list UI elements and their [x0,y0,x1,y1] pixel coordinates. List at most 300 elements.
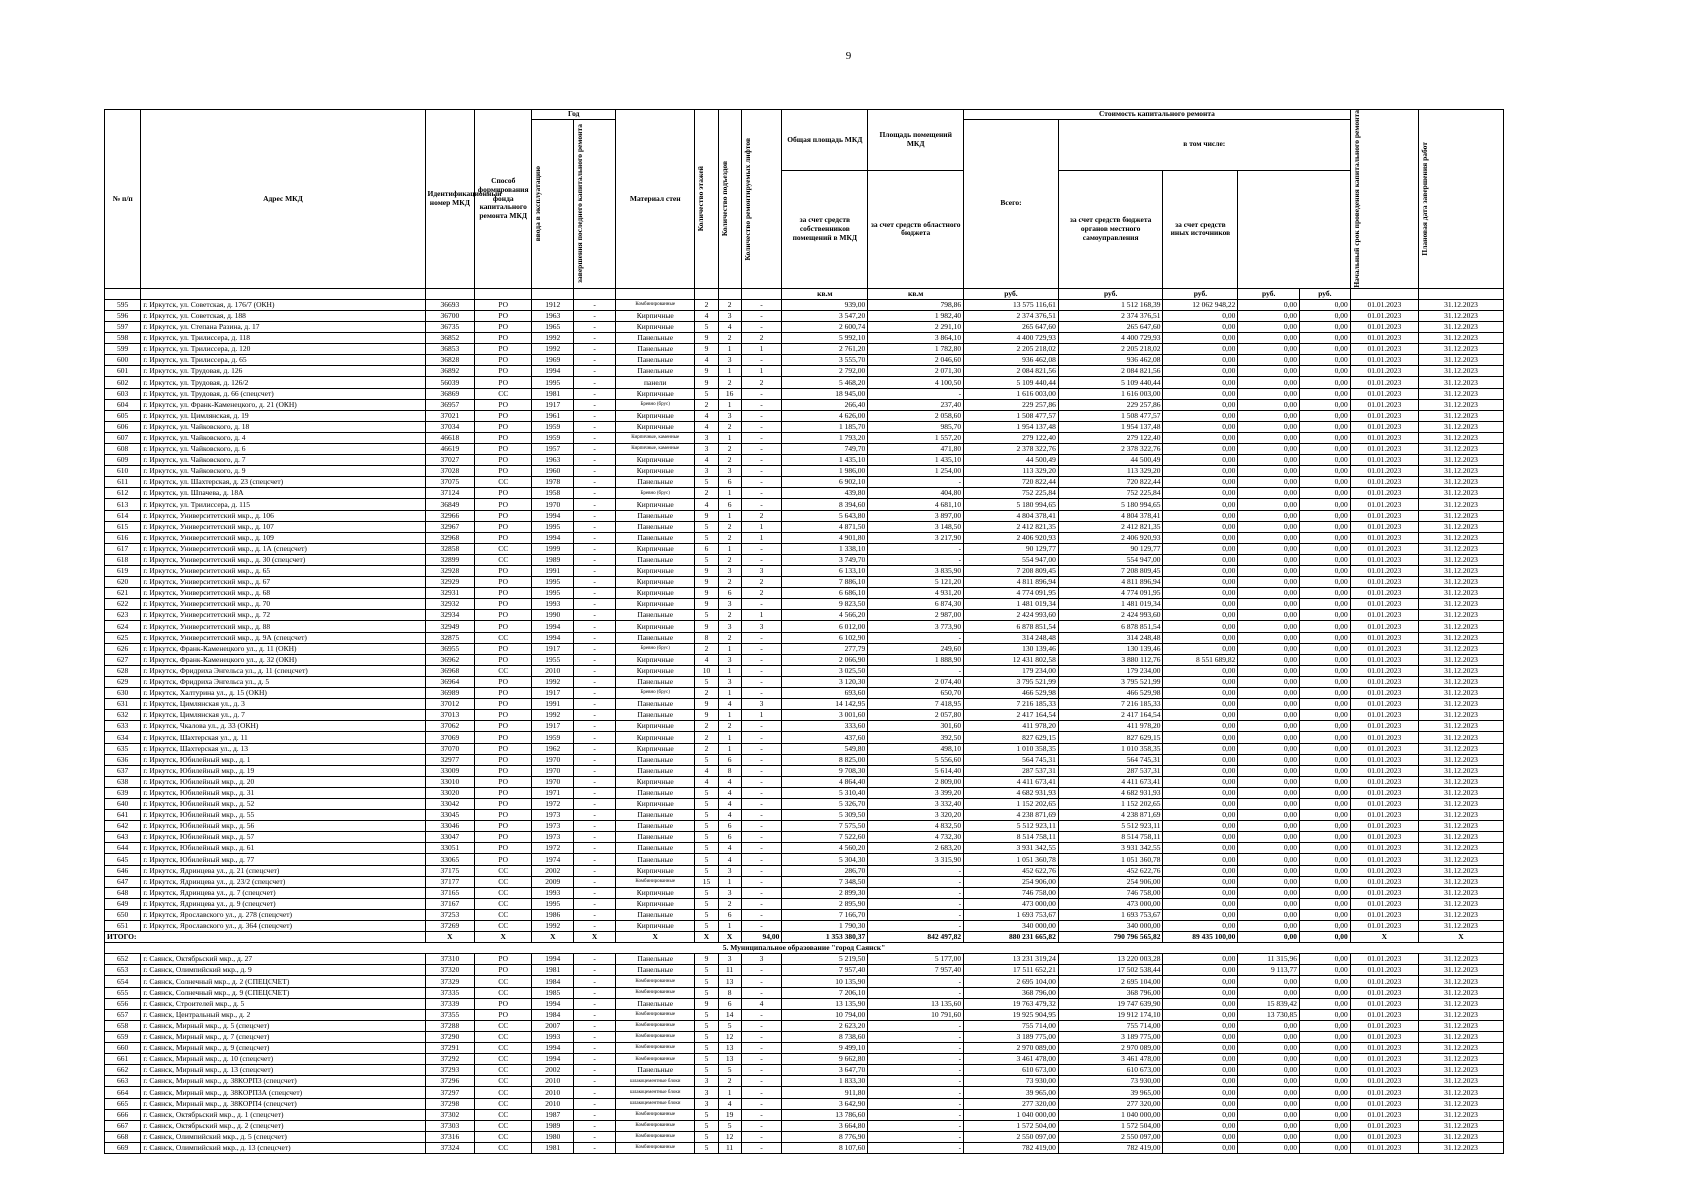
row-year-last: - [574,654,616,665]
row-cost-local: 0,00 [1238,654,1300,665]
row-cost-other: 0,00 [1300,810,1351,821]
row-year-last: - [574,510,616,521]
table-row [105,488,1504,499]
row-num: 668 [105,1131,141,1142]
table-row [105,1076,1504,1087]
row-cost-regional: 0,00 [1163,665,1238,676]
row-cost-other: 0,00 [1300,965,1351,976]
row-total-area: 7 206,10 [782,987,868,998]
row-num: 628 [105,665,141,676]
row-entrances: 2 [718,333,741,344]
row-cost-local: 0,00 [1238,688,1300,699]
row-cost-owners: 5 109 440,44 [1058,377,1163,388]
row-start-date: 01.01.2023 [1350,621,1418,632]
row-material: Кирпичные [616,665,695,676]
row-year-start: 1970 [532,776,574,787]
row-ident: 37355 [425,1009,475,1020]
row-total-area: 8 825,00 [782,754,868,765]
row-cost-owners: 1 152 202,65 [1058,798,1163,809]
row-lifts: 1 [741,521,782,532]
row-address: г. Иркутск, Цимлянская ул., д. 3 [141,699,425,710]
row-cost-other: 0,00 [1300,676,1351,687]
row-cost-owners: 411 978,20 [1058,721,1163,732]
row-cost-other: 0,00 [1300,1131,1351,1142]
row-entrances: 3 [718,410,741,421]
row-num: 622 [105,599,141,610]
table-row [105,499,1504,510]
row-material: Кирпичные [616,577,695,588]
row-method: РО [475,688,532,699]
row-premises-area: - [868,1142,964,1153]
row-address: г. Иркутск, Юбилейный мкр., д. 56 [141,821,425,832]
row-cost-total: 610 673,00 [964,1065,1059,1076]
row-method: РО [475,1009,532,1020]
row-num: 604 [105,399,141,410]
row-floors: 4 [695,310,718,321]
row-end-date: 31.12.2023 [1419,399,1504,410]
total-cell: Х [718,932,741,943]
row-material: Кирпичные, каменные [616,443,695,454]
row-material: Бревно (брус) [616,688,695,699]
row-address: г. Иркутск, ул. Советская, д. 176/7 (ОКН) [141,299,425,310]
row-year-start: 2010 [532,1076,574,1087]
row-lifts: - [741,810,782,821]
row-premises-area: 4 732,30 [868,832,964,843]
row-year-last: - [574,1098,616,1109]
row-ident: 37012 [425,699,475,710]
row-entrances: 11 [718,965,741,976]
row-entrances: 1 [718,510,741,521]
table-row [105,377,1504,388]
row-premises-area: 392,50 [868,732,964,743]
row-total-area: 3 025,50 [782,665,868,676]
unit-other: руб. [1300,288,1351,299]
row-year-start: 1917 [532,688,574,699]
row-year-start: 1992 [532,676,574,687]
row-floors: 5 [695,1020,718,1031]
row-material: Комбинированные [616,1043,695,1054]
row-entrances: 2 [718,377,741,388]
row-premises-area: - [868,1120,964,1131]
row-cost-other: 0,00 [1300,987,1351,998]
row-cost-total: 2 412 821,35 [964,521,1059,532]
row-material: Кирпичные [616,898,695,909]
row-num: 605 [105,410,141,421]
row-lifts: - [741,466,782,477]
row-num: 619 [105,566,141,577]
row-premises-area: 2 046,60 [868,355,964,366]
row-end-date: 31.12.2023 [1419,1142,1504,1153]
row-num: 653 [105,965,141,976]
row-cost-owners: 827 629,15 [1058,732,1163,743]
row-year-start: 1992 [532,344,574,355]
row-lifts: - [741,1087,782,1098]
row-start-date: 01.01.2023 [1350,466,1418,477]
row-num: 663 [105,1076,141,1087]
row-ident: 33009 [425,765,475,776]
row-cost-regional: 0,00 [1163,355,1238,366]
row-address: г. Иркутск, Юбилейный мкр., д. 55 [141,810,425,821]
row-address: г. Иркутск, ул. Чайковского, д. 9 [141,466,425,477]
row-num: 633 [105,721,141,732]
row-year-last: - [574,310,616,321]
row-premises-area: - [868,1043,964,1054]
row-material: Комбинированные [616,1031,695,1042]
row-cost-other: 0,00 [1300,1009,1351,1020]
row-method: СС [475,554,532,565]
row-total-area: 3 547,20 [782,310,868,321]
row-num: 659 [105,1031,141,1042]
row-cost-regional: 0,00 [1163,887,1238,898]
row-address: г. Иркутск, Университетский мкр., д. 88 [141,621,425,632]
row-year-start: 1994 [532,632,574,643]
row-year-start: 2009 [532,876,574,887]
row-year-start: 1973 [532,832,574,843]
row-premises-area: - [868,1131,964,1142]
row-start-date: 01.01.2023 [1350,721,1418,732]
row-cost-other: 0,00 [1300,510,1351,521]
row-entrances: 3 [718,621,741,632]
page-number: 9 [845,50,852,62]
row-end-date: 31.12.2023 [1419,954,1504,965]
row-cost-local: 0,00 [1238,798,1300,809]
row-year-last: - [574,366,616,377]
row-year-start: 1973 [532,810,574,821]
row-num: 597 [105,321,141,332]
row-total-area: 1 338,10 [782,543,868,554]
row-lifts: 2 [741,510,782,521]
table-row [105,1009,1504,1020]
row-cost-total: 2 374 376,51 [964,310,1059,321]
header-entrances: Количество подъездов [718,110,741,289]
row-total-area: 9 662,80 [782,1054,868,1065]
row-num: 632 [105,710,141,721]
row-lifts: - [741,1120,782,1131]
row-address: г. Иркутск, Ядринцева ул., д. 7 (спецсчет) [141,887,425,898]
row-total-area: 9 708,30 [782,765,868,776]
row-cost-total: 1 954 137,48 [964,421,1059,432]
row-cost-other: 0,00 [1300,898,1351,909]
row-material: Панельные [616,366,695,377]
row-total-area: 549,80 [782,743,868,754]
row-premises-area: 237,40 [868,399,964,410]
row-start-date: 01.01.2023 [1350,632,1418,643]
row-end-date: 31.12.2023 [1419,388,1504,399]
row-material: Панельные [616,854,695,865]
row-address: г. Саянск, Октябрьский мкр., д. 2 (спецсчет) [141,1120,425,1131]
row-cost-owners: 1 508 477,57 [1058,410,1163,421]
row-premises-area: 5 121,20 [868,577,964,588]
row-total-area: 437,60 [782,732,868,743]
row-cost-local: 0,00 [1238,787,1300,798]
table-row [105,477,1504,488]
row-ident: 33010 [425,776,475,787]
table-row [105,810,1504,821]
row-start-date: 01.01.2023 [1350,1076,1418,1087]
row-material: Панельные [616,965,695,976]
row-cost-local: 0,00 [1238,721,1300,732]
row-start-date: 01.01.2023 [1350,299,1418,310]
row-num: 638 [105,776,141,787]
row-total-area: 4 566,20 [782,610,868,621]
row-cost-local: 0,00 [1238,310,1300,321]
row-num: 669 [105,1142,141,1153]
row-cost-total: 8 514 758,11 [964,832,1059,843]
row-method: СС [475,1031,532,1042]
row-cost-total: 452 622,76 [964,865,1059,876]
row-cost-total: 4 682 931,93 [964,787,1059,798]
row-start-date: 01.01.2023 [1350,577,1418,588]
row-cost-regional: 0,00 [1163,1087,1238,1098]
row-cost-total: 368 796,00 [964,987,1059,998]
header-regional: за счет средств областного бюджета [868,170,964,288]
row-material: Панельные [616,832,695,843]
row-cost-regional: 8 551 689,82 [1163,654,1238,665]
row-cost-owners: 1 010 358,35 [1058,743,1163,754]
row-end-date: 31.12.2023 [1419,488,1504,499]
table-row [105,1109,1504,1120]
row-cost-other: 0,00 [1300,732,1351,743]
row-cost-local: 0,00 [1238,610,1300,621]
row-premises-area: 2 058,60 [868,410,964,421]
row-year-last: - [574,466,616,477]
row-entrances: 8 [718,765,741,776]
row-total-area: 9 823,50 [782,599,868,610]
row-year-last: - [574,699,616,710]
row-cost-owners: 1 040 000,00 [1058,1109,1163,1120]
row-method: РО [475,721,532,732]
table-row [105,466,1504,477]
row-num: 641 [105,810,141,821]
row-year-last: - [574,355,616,366]
row-premises-area: - [868,665,964,676]
row-total-area: 3 001,60 [782,710,868,721]
row-lifts: - [741,477,782,488]
row-cost-other: 0,00 [1300,543,1351,554]
row-method: РО [475,455,532,466]
capital-repair-table [104,109,1504,1154]
row-entrances: 6 [718,821,741,832]
row-end-date: 31.12.2023 [1419,732,1504,743]
row-lifts: - [741,1065,782,1076]
table-row [105,776,1504,787]
row-address: г. Иркутск, Юбилейный мкр., д. 52 [141,798,425,809]
row-floors: 5 [695,1065,718,1076]
row-entrances: 4 [718,699,741,710]
row-cost-regional: 0,00 [1163,610,1238,621]
row-year-start: 1972 [532,798,574,809]
table-row [105,299,1504,310]
row-material: Кирпичные [616,743,695,754]
row-total-area: 6 102,90 [782,632,868,643]
row-year-last: - [574,787,616,798]
row-lifts: - [741,1043,782,1054]
row-end-date: 31.12.2023 [1419,721,1504,732]
row-cost-local: 0,00 [1238,1131,1300,1142]
row-ident: 33046 [425,821,475,832]
row-cost-regional: 0,00 [1163,898,1238,909]
row-method: РО [475,699,532,710]
row-entrances: 13 [718,976,741,987]
row-end-date: 31.12.2023 [1419,443,1504,454]
row-lifts: - [741,455,782,466]
row-cost-regional: 0,00 [1163,488,1238,499]
row-lifts: 4 [741,998,782,1009]
row-method: РО [475,743,532,754]
row-premises-area: 2 683,20 [868,843,964,854]
row-ident: 37320 [425,965,475,976]
row-premises-area: 5 556,60 [868,754,964,765]
row-cost-regional: 0,00 [1163,1142,1238,1153]
row-floors: 3 [695,466,718,477]
row-entrances: 13 [718,1043,741,1054]
row-entrances: 6 [718,909,741,920]
row-start-date: 01.01.2023 [1350,699,1418,710]
row-cost-regional: 0,00 [1163,1054,1238,1065]
row-num: 602 [105,377,141,388]
row-material: Панельные [616,699,695,710]
row-address: г. Иркутск, Юбилейный мкр., д. 19 [141,765,425,776]
row-year-start: 1994 [532,621,574,632]
row-cost-local: 0,00 [1238,333,1300,344]
row-lifts: - [741,909,782,920]
row-year-start: 1992 [532,333,574,344]
row-method: РО [475,732,532,743]
row-cost-local: 0,00 [1238,577,1300,588]
row-cost-regional: 0,00 [1163,843,1238,854]
row-start-date: 01.01.2023 [1350,510,1418,521]
row-end-date: 31.12.2023 [1419,1043,1504,1054]
row-floors: 9 [695,998,718,1009]
row-start-date: 01.01.2023 [1350,976,1418,987]
row-address: г. Саянск, Мирный мкр., д. 38КОРП4 (спецсчет) [141,1098,425,1109]
row-end-date: 31.12.2023 [1419,377,1504,388]
row-start-date: 01.01.2023 [1350,455,1418,466]
row-cost-total: 113 329,20 [964,466,1059,477]
table-row [105,787,1504,798]
row-address: г. Иркутск, Халтурина ул., д. 15 (ОКН) [141,688,425,699]
row-ident: 37021 [425,410,475,421]
row-cost-owners: 1 051 360,78 [1058,854,1163,865]
row-ident: 37167 [425,898,475,909]
total-cell: 89 435 100,00 [1163,932,1238,943]
row-cost-regional: 0,00 [1163,477,1238,488]
row-premises-area: - [868,543,964,554]
row-entrances: 19 [718,1109,741,1120]
row-num: 613 [105,499,141,510]
table-row [105,865,1504,876]
row-num: 666 [105,1109,141,1120]
row-lifts: - [741,554,782,565]
row-cost-owners: 8 514 758,11 [1058,832,1163,843]
row-lifts: - [741,821,782,832]
row-material: Комбинированные [616,299,695,310]
row-start-date: 01.01.2023 [1350,477,1418,488]
row-end-date: 31.12.2023 [1419,344,1504,355]
row-material: Кирпичные [616,588,695,599]
row-year-last: - [574,987,616,998]
row-year-start: 1994 [532,532,574,543]
row-floors: 9 [695,344,718,355]
row-address: г. Иркутск, Юбилейный мкр., д. 57 [141,832,425,843]
row-cost-owners: 229 257,86 [1058,399,1163,410]
row-ident: 46619 [425,443,475,454]
row-year-last: - [574,610,616,621]
row-lifts: 3 [741,699,782,710]
row-ident: 37177 [425,876,475,887]
row-method: РО [475,810,532,821]
row-cost-owners: 4 411 673,41 [1058,776,1163,787]
row-material: Кирпичные [616,865,695,876]
row-start-date: 01.01.2023 [1350,665,1418,676]
row-ident: 32932 [425,599,475,610]
row-total-area: 286,70 [782,865,868,876]
row-ident: 36693 [425,299,475,310]
row-lifts: - [741,1020,782,1031]
row-premises-area: 1 782,80 [868,344,964,355]
row-cost-other: 0,00 [1300,854,1351,865]
table-row [105,699,1504,710]
row-lifts: - [741,1131,782,1142]
row-end-date: 31.12.2023 [1419,976,1504,987]
row-address: г. Иркутск, ул. Шахтерская, д. 23 (спецсчет) [141,477,425,488]
row-method: СС [475,1142,532,1153]
row-start-date: 01.01.2023 [1350,321,1418,332]
row-address: г. Саянск, Солнечный мкр., д. 9 (СПЕЦСЧЕТ) [141,987,425,998]
row-cost-other: 0,00 [1300,654,1351,665]
row-method: РО [475,765,532,776]
row-floors: 4 [695,776,718,787]
row-floors: 2 [695,743,718,754]
row-cost-local: 0,00 [1238,355,1300,366]
row-num: 599 [105,344,141,355]
row-lifts: 1 [741,710,782,721]
row-year-last: - [574,532,616,543]
row-lifts: - [741,976,782,987]
table-row [105,754,1504,765]
row-lifts: 2 [741,588,782,599]
row-entrances: 2 [718,554,741,565]
row-total-area: 8 738,60 [782,1031,868,1042]
row-entrances: 1 [718,543,741,554]
row-method: СС [475,477,532,488]
table-row [105,1031,1504,1042]
row-entrances: 4 [718,854,741,865]
row-cost-local: 0,00 [1238,987,1300,998]
row-method: СС [475,1098,532,1109]
row-premises-area: 2 809,00 [868,776,964,787]
row-premises-area: 13 135,60 [868,998,964,1009]
row-start-date: 01.01.2023 [1350,643,1418,654]
row-year-start: 1995 [532,577,574,588]
row-method: РО [475,421,532,432]
row-start-date: 01.01.2023 [1350,1043,1418,1054]
row-entrances: 4 [718,1098,741,1109]
table-row [105,1065,1504,1076]
row-ident: 37303 [425,1120,475,1131]
row-method: СС [475,887,532,898]
row-year-last: - [574,599,616,610]
table-row [105,876,1504,887]
row-address: г. Иркутск, Университетский мкр., д. 109 [141,532,425,543]
row-cost-regional: 0,00 [1163,1065,1238,1076]
row-year-start: 1963 [532,310,574,321]
row-num: 615 [105,521,141,532]
row-cost-other: 0,00 [1300,688,1351,699]
row-end-date: 31.12.2023 [1419,299,1504,310]
row-method: СС [475,1131,532,1142]
row-address: г. Иркутск, ул. Чайковского, д. 4 [141,432,425,443]
